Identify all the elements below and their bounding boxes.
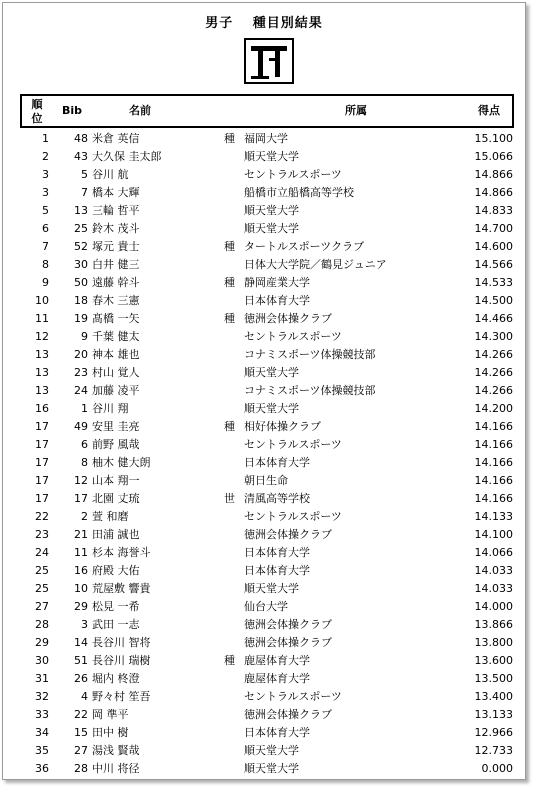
athlete-name: 長谷川 瑞樹 (92, 654, 151, 667)
rank-cell: 6 (42, 222, 49, 235)
bib-cell: 2 (81, 510, 88, 523)
score-cell: 13.866 (474, 618, 513, 631)
rank-cell: 8 (42, 258, 49, 271)
table-row (3, 202, 525, 220)
score-cell: 14.033 (474, 582, 513, 595)
entry-mark: 種 (224, 132, 235, 145)
table-row (3, 634, 525, 652)
table-row (3, 616, 525, 634)
table-row (3, 526, 525, 544)
score-cell: 0.000 (481, 762, 513, 775)
rank-cell: 23 (35, 528, 49, 541)
bib-cell: 26 (74, 672, 88, 685)
affiliation-cell: 順天堂大学 (244, 744, 299, 757)
bib-cell: 4 (81, 690, 88, 703)
bib-cell: 17 (74, 492, 88, 505)
affiliation-cell: セントラルスポーツ (244, 690, 342, 703)
header-rank: 順 位 (31, 98, 43, 125)
bib-cell: 27 (74, 744, 88, 757)
score-cell: 14.266 (474, 384, 513, 397)
score-cell: 14.166 (474, 456, 513, 469)
affiliation-cell: 朝日生命 (244, 474, 288, 487)
table-row (3, 544, 525, 562)
bib-cell: 1 (81, 402, 88, 415)
rank-cell: 24 (35, 546, 49, 559)
score-cell: 14.033 (474, 564, 513, 577)
athlete-name: 長谷川 智将 (92, 636, 151, 649)
rank-cell: 9 (42, 276, 49, 289)
affiliation-cell: 日本体育大学 (244, 564, 310, 577)
bib-cell: 5 (81, 168, 88, 181)
table-row (3, 274, 525, 292)
horizontal-bar-icon (244, 38, 294, 84)
score-cell: 14.500 (474, 294, 513, 307)
table-row (3, 688, 525, 706)
athlete-name: 米倉 英信 (92, 132, 140, 145)
athlete-name: 村山 覚人 (92, 366, 140, 379)
bib-cell: 43 (74, 150, 88, 163)
table-row (3, 220, 525, 238)
athlete-name: 大久保 圭太郎 (92, 150, 162, 163)
bib-cell: 29 (74, 600, 88, 613)
table-row (3, 760, 525, 778)
bib-cell: 25 (74, 222, 88, 235)
affiliation-cell: 徳洲会体操クラブ (244, 312, 332, 325)
rank-cell: 11 (35, 312, 49, 325)
affiliation-cell: 日本体育大学 (244, 546, 310, 559)
table-row (3, 508, 525, 526)
rank-cell: 17 (35, 474, 49, 487)
athlete-name: 安里 圭亮 (92, 420, 140, 433)
score-cell: 14.166 (474, 420, 513, 433)
athlete-name: 谷川 航 (92, 168, 129, 181)
score-cell: 14.166 (474, 438, 513, 451)
rank-cell: 30 (35, 654, 49, 667)
rank-cell: 13 (35, 366, 49, 379)
athlete-name: 府殿 大佑 (92, 564, 140, 577)
table-row (3, 148, 525, 166)
score-cell: 14.533 (474, 276, 513, 289)
athlete-name: 白井 健三 (92, 258, 140, 271)
table-row (3, 130, 525, 148)
bib-cell: 22 (74, 708, 88, 721)
affiliation-cell: 静岡産業大学 (244, 276, 310, 289)
table-row (3, 310, 525, 328)
rank-cell: 25 (35, 582, 49, 595)
bib-cell: 11 (74, 546, 88, 559)
athlete-name: 北園 丈琉 (92, 492, 140, 505)
affiliation-cell: 日本体育大学 (244, 456, 310, 469)
rank-cell: 16 (35, 402, 49, 415)
entry-mark: 種 (224, 240, 235, 253)
table-row (3, 292, 525, 310)
affiliation-cell: セントラルスポーツ (244, 168, 342, 181)
affiliation-cell: 順天堂大学 (244, 150, 299, 163)
affiliation-cell: 日本体育大学 (244, 294, 310, 307)
rank-cell: 17 (35, 456, 49, 469)
table-row (3, 562, 525, 580)
athlete-name: 松見 一希 (92, 600, 140, 613)
bib-cell: 12 (74, 474, 88, 487)
athlete-name: 田中 樹 (92, 726, 129, 739)
header-bib: Bib (62, 104, 83, 117)
page-title: 男子 種目別結果 (205, 16, 323, 31)
rank-cell: 31 (35, 672, 49, 685)
athlete-name: 田浦 誠也 (92, 528, 140, 541)
athlete-name: 荒屋敷 響貴 (92, 582, 151, 595)
affiliation-cell: 順天堂大学 (244, 222, 299, 235)
table-row (3, 454, 525, 472)
athlete-name: 加藤 凌平 (92, 384, 140, 397)
bib-cell: 23 (74, 366, 88, 379)
rank-cell: 12 (35, 330, 49, 343)
bib-cell: 10 (74, 582, 88, 595)
athlete-name: 髙橋 一矢 (92, 312, 140, 325)
bib-cell: 30 (74, 258, 88, 271)
score-cell: 14.566 (474, 258, 513, 271)
rank-cell: 7 (42, 240, 49, 253)
bib-cell: 14 (74, 636, 88, 649)
bib-cell: 9 (81, 330, 88, 343)
entry-mark: 種 (224, 312, 235, 325)
affiliation-cell: 日体大大学院／鶴見ジュニア (244, 258, 387, 271)
affiliation-cell: タートルスポーツクラブ (244, 240, 365, 253)
rank-cell: 36 (35, 762, 49, 775)
table-row (3, 364, 525, 382)
header-name: 名前 (129, 104, 151, 117)
table-row (3, 436, 525, 454)
affiliation-cell: 相好体操クラブ (244, 420, 321, 433)
athlete-name: 萱 和磨 (92, 510, 129, 523)
rank-cell: 27 (35, 600, 49, 613)
score-cell: 14.266 (474, 348, 513, 361)
affiliation-cell: 鹿屋体育大学 (244, 672, 310, 685)
table-row (3, 328, 525, 346)
affiliation-cell: 順天堂大学 (244, 402, 299, 415)
affiliation-cell: 順天堂大学 (244, 582, 299, 595)
affiliation-cell: 徳洲会体操クラブ (244, 528, 332, 541)
entry-mark: 種 (224, 276, 235, 289)
table-row (3, 418, 525, 436)
rank-cell: 34 (35, 726, 49, 739)
score-cell: 14.166 (474, 474, 513, 487)
table-row (3, 670, 525, 688)
athlete-name: 千葉 健太 (92, 330, 140, 343)
rank-cell: 10 (35, 294, 49, 307)
table-row (3, 184, 525, 202)
table-row (3, 400, 525, 418)
entry-mark: 世 (224, 492, 235, 505)
rank-cell: 2 (42, 150, 49, 163)
affiliation-cell: 鹿屋体育大学 (244, 654, 310, 667)
bib-cell: 8 (81, 456, 88, 469)
affiliation-cell: セントラルスポーツ (244, 330, 342, 343)
athlete-name: 岡 準平 (92, 708, 129, 721)
bib-cell: 13 (74, 204, 88, 217)
affiliation-cell: 徳洲会体操クラブ (244, 618, 332, 631)
affiliation-cell: 福岡大学 (244, 132, 288, 145)
score-cell: 14.833 (474, 204, 513, 217)
bib-cell: 51 (74, 654, 88, 667)
score-cell: 14.200 (474, 402, 513, 415)
rank-cell: 29 (35, 636, 49, 649)
athlete-name: 湯浅 賢哉 (92, 744, 140, 757)
results-sheet (2, 2, 526, 780)
table-row (3, 598, 525, 616)
affiliation-cell: セントラルスポーツ (244, 510, 342, 523)
bib-cell: 15 (74, 726, 88, 739)
rank-cell: 3 (42, 168, 49, 181)
score-cell: 14.100 (474, 528, 513, 541)
score-cell: 13.400 (474, 690, 513, 703)
table-row (3, 256, 525, 274)
athlete-name: 山本 翔一 (92, 474, 140, 487)
bib-cell: 19 (74, 312, 88, 325)
rank-cell: 1 (42, 132, 49, 145)
athlete-name: 塚元 貴士 (92, 240, 140, 253)
bib-cell: 28 (74, 762, 88, 775)
table-row (3, 238, 525, 256)
table-row (3, 742, 525, 760)
score-cell: 14.866 (474, 186, 513, 199)
table-row (3, 706, 525, 724)
score-cell: 12.966 (474, 726, 513, 739)
score-cell: 14.700 (474, 222, 513, 235)
rank-cell: 3 (42, 186, 49, 199)
table-row (3, 490, 525, 508)
athlete-name: 柚木 健大朗 (92, 456, 151, 469)
athlete-name: 春木 三憲 (92, 294, 140, 307)
athlete-name: 鈴木 茂斗 (92, 222, 140, 235)
affiliation-cell: 順天堂大学 (244, 204, 299, 217)
score-cell: 14.300 (474, 330, 513, 343)
affiliation-cell: コナミスポーツ体操競技部 (244, 348, 376, 361)
table-row (3, 724, 525, 742)
bib-cell: 52 (74, 240, 88, 253)
bib-cell: 24 (74, 384, 88, 397)
score-cell: 13.600 (474, 654, 513, 667)
header-affiliation: 所属 (345, 104, 367, 117)
affiliation-cell: コナミスポーツ体操競技部 (244, 384, 376, 397)
athlete-name: 前野 風哉 (92, 438, 140, 451)
score-cell: 14.000 (474, 600, 513, 613)
affiliation-cell: 日本体育大学 (244, 726, 310, 739)
athlete-name: 遠藤 幹斗 (92, 276, 140, 289)
score-cell: 14.866 (474, 168, 513, 181)
rank-cell: 35 (35, 744, 49, 757)
athlete-name: 三輪 哲平 (92, 204, 140, 217)
entry-mark: 種 (224, 654, 235, 667)
score-cell: 14.466 (474, 312, 513, 325)
score-cell: 15.100 (474, 132, 513, 145)
score-cell: 12.733 (474, 744, 513, 757)
affiliation-cell: 順天堂大学 (244, 762, 299, 775)
rank-cell: 17 (35, 492, 49, 505)
bib-cell: 3 (81, 618, 88, 631)
athlete-name: 神本 雄也 (92, 348, 140, 361)
affiliation-cell: 徳洲会体操クラブ (244, 708, 332, 721)
score-cell: 13.133 (474, 708, 513, 721)
score-cell: 14.166 (474, 492, 513, 505)
score-cell: 13.800 (474, 636, 513, 649)
table-row (3, 652, 525, 670)
athlete-name: 橋本 大輝 (92, 186, 140, 199)
table-header (20, 94, 514, 128)
affiliation-cell: 徳洲会体操クラブ (244, 636, 332, 649)
table-row (3, 382, 525, 400)
athlete-name: 中川 将径 (92, 762, 140, 775)
bib-cell: 18 (74, 294, 88, 307)
athlete-name: 谷川 翔 (92, 402, 129, 415)
bib-cell: 20 (74, 348, 88, 361)
rank-cell: 22 (35, 510, 49, 523)
affiliation-cell: 船橋市立船橋高等学校 (244, 186, 354, 199)
table-row (3, 472, 525, 490)
score-cell: 14.066 (474, 546, 513, 559)
rank-cell: 28 (35, 618, 49, 631)
score-cell: 15.066 (474, 150, 513, 163)
rank-cell: 17 (35, 438, 49, 451)
affiliation-cell: 清風高等学校 (244, 492, 310, 505)
rank-cell: 32 (35, 690, 49, 703)
results-table (3, 130, 525, 778)
affiliation-cell: 順天堂大学 (244, 366, 299, 379)
bib-cell: 50 (74, 276, 88, 289)
athlete-name: 武田 一志 (92, 618, 140, 631)
bib-cell: 21 (74, 528, 88, 541)
score-cell: 14.266 (474, 366, 513, 379)
rank-cell: 13 (35, 384, 49, 397)
table-row (3, 580, 525, 598)
header-score: 得点 (478, 104, 500, 117)
bib-cell: 49 (74, 420, 88, 433)
affiliation-cell: 仙台大学 (244, 600, 288, 613)
rank-cell: 17 (35, 420, 49, 433)
rank-cell: 5 (42, 204, 49, 217)
affiliation-cell: セントラルスポーツ (244, 438, 342, 451)
athlete-name: 杉本 海誉斗 (92, 546, 151, 559)
bib-cell: 6 (81, 438, 88, 451)
rank-cell: 25 (35, 564, 49, 577)
score-cell: 14.600 (474, 240, 513, 253)
bib-cell: 7 (81, 186, 88, 199)
bib-cell: 48 (74, 132, 88, 145)
athlete-name: 野々村 笙吾 (92, 690, 151, 703)
score-cell: 14.133 (474, 510, 513, 523)
entry-mark: 種 (224, 420, 235, 433)
rank-cell: 13 (35, 348, 49, 361)
bib-cell: 16 (74, 564, 88, 577)
table-row (3, 346, 525, 364)
athlete-name: 堀内 柊澄 (92, 672, 140, 685)
rank-cell: 33 (35, 708, 49, 721)
table-row (3, 166, 525, 184)
score-cell: 13.500 (474, 672, 513, 685)
